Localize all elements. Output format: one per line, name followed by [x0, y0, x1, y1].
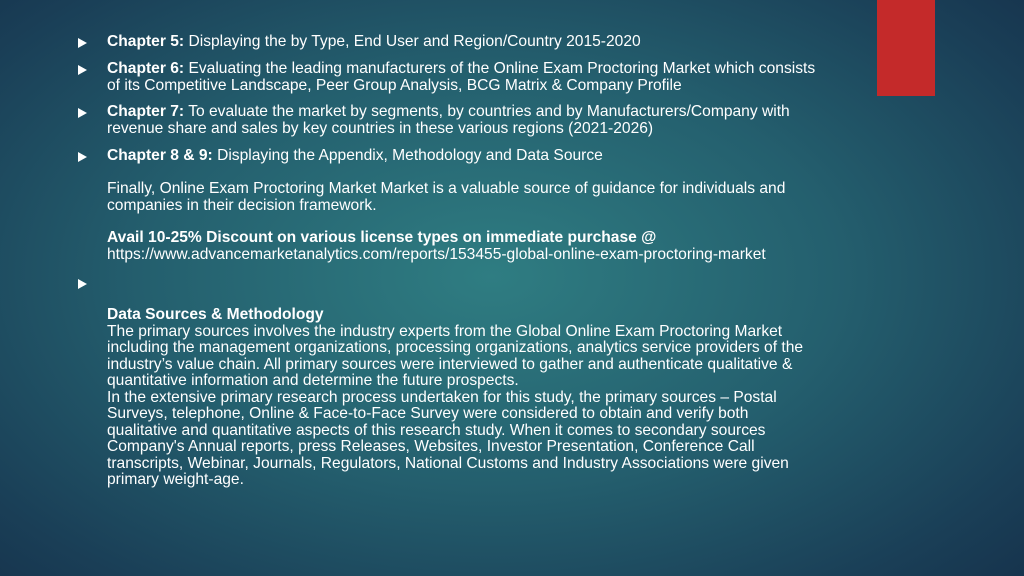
bullet-arrow-icon [78, 38, 87, 48]
chapter-line [107, 61, 957, 78]
chapter-line [107, 148, 957, 165]
paragraph-line: companies in their decision framework. [107, 196, 377, 214]
paragraph-line: The primary sources involves the industry experts from the Global Online Exam Proctoring Market [107, 322, 783, 340]
paragraph-line: industry’s value chain. All primary sources were interviewed to gather and authenticate qualitative & [107, 355, 793, 373]
paragraph-line: Surveys, telephone, Online & Face-to-Face Survey were considered to obtain and verify both [107, 405, 749, 422]
chapter-text: of its Competitive Landscape, Peer Group Analysis, BCG Matrix & Company Profile [107, 76, 682, 94]
chapter-text: Displaying the by Type, End User and Region/Country 2015-2020 [188, 33, 641, 50]
bullet-arrow-icon [78, 65, 87, 75]
chapter-7-item [107, 104, 957, 137]
chapter-text: Evaluating the leading manufacturers of the Online Exam Proctoring Market which consists [188, 60, 816, 77]
bullet-arrow-icon [78, 108, 87, 118]
chapter-label: Chapter 6: [107, 60, 185, 77]
discount-heading: Avail 10-25% Discount on various license types on immediate purchase @ [107, 229, 657, 246]
chapter-label: Chapter 8 & 9: [107, 147, 213, 164]
paragraph-line: including the management organizations, processing organizations, analytics service providers of the [107, 339, 804, 356]
discount-block [107, 230, 957, 263]
chapter-8-9-item [107, 148, 957, 165]
paragraph-line: transcripts, Webinar, Journals, Regulators, National Customs and Industry Associations were given [107, 454, 789, 472]
chapter-label: Chapter 7: [107, 103, 185, 120]
chapter-text: Displaying the Appendix, Methodology and Data Source [217, 147, 603, 164]
paragraph-line: In the extensive primary research process undertaken for this study, the primary sources – Postal [107, 388, 777, 406]
chapter-6-item [107, 61, 957, 94]
chapter-5-item [107, 34, 957, 51]
finally-paragraph [107, 181, 957, 214]
paragraph-line: primary weight-age. [107, 471, 244, 488]
bullet-arrow-icon [78, 152, 87, 162]
paragraph-line: Finally, Online Exam Proctoring Market Market is a valuable source of guidance for individuals and [107, 180, 786, 197]
paragraph-line: quantitative information and determine the future prospects. [107, 372, 519, 389]
chapter-line [107, 34, 957, 51]
methodology-block [107, 307, 957, 489]
bullet-arrow-icon [78, 279, 87, 289]
paragraph-line: qualitative and quantitative aspects of this research study. When it comes to secondary sources [107, 421, 766, 439]
discount-link[interactable]: https://www.advancemarketanalytics.com/reports/153455-global-online-exam-proctoring-market [107, 245, 766, 263]
chapter-line [107, 104, 957, 121]
chapter-text: revenue share and sales by key countries in these various regions (2021-2026) [107, 119, 654, 137]
chapter-label: Chapter 5: [107, 33, 185, 50]
chapter-text: To evaluate the market by segments, by countries and by Manufacturers/Company with [188, 103, 790, 120]
methodology-heading: Data Sources & Methodology [107, 306, 324, 323]
paragraph-line: Company's Annual reports, press Releases, Websites, Investor Presentation, Conference Call [107, 438, 755, 455]
